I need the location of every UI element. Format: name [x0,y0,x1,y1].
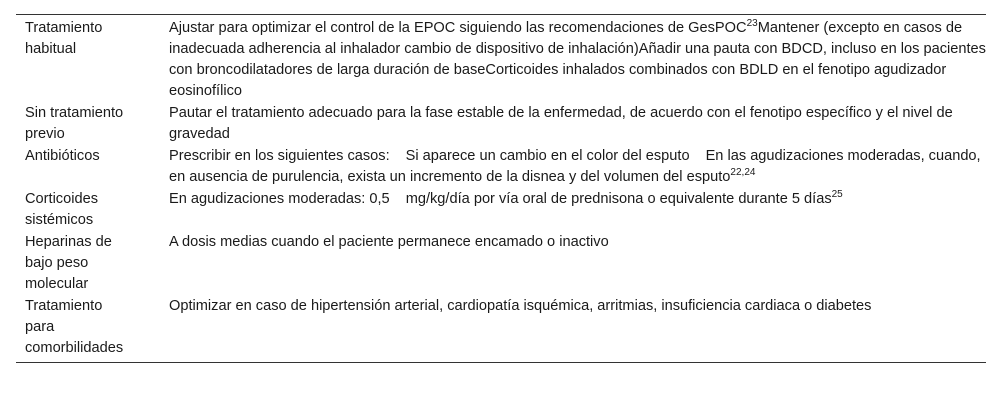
table-row [16,189,986,231]
table-row [16,146,986,188]
row-description [169,146,986,188]
row-text: Si aparece un cambio en el color del esputo [405,148,690,164]
row-text: Optimizar en caso de hipertensión arterial, cardiopatía isquémica, arritmias, insuficiencia cardiaca o diabetes [169,298,872,314]
row-text: Prescribir en los siguientes casos: [169,148,390,164]
row-label-line: Tratamiento [25,298,103,314]
table-row [16,296,986,359]
table-row [16,103,986,145]
reference-superscript: 23 [746,18,758,29]
row-text: En las agudizaciones moderadas, cuando, en ausencia de purulencia, exista un incremento de la disnea y del volumen del esputo [169,148,981,185]
table-row [16,232,986,295]
row-label-line: previo [25,126,65,142]
row-text: Mantener (excepto en casos de inadecuada adherencia al inhalador cambio de dispositivo de inhalación)Añadir una pauta con BDCD, incluso en los pacientes con broncodilatadores de larga duración de baseCorticoides inhalados combinados con BDLD en el fenotipo agudizador eosinofílico [169,20,986,99]
row-text: mg/kg/día por vía oral de prednisona o equivalente durante 5 días [405,191,832,207]
row-label [16,146,169,167]
row-text: Pautar el tratamiento adecuado para la fase estable de la enfermedad, de acuerdo con el fenotipo específico y el nivel de gravedad [169,105,953,142]
row-label-line: sistémicos [25,212,94,228]
row-label [16,103,169,145]
row-text: Ajustar para optimizar el control de la EPOC siguiendo las recomendaciones de GesPOC [169,20,747,36]
row-label-line: Corticoides [25,191,98,207]
row-label-line: Heparinas de [25,234,112,250]
row-description [169,189,986,210]
row-label-line: bajo peso [25,255,89,271]
table-row [16,18,986,102]
row-label [16,232,169,295]
row-label-line: para [25,319,55,335]
row-label-line: Sin tratamiento [25,105,124,121]
row-text: A dosis medias cuando el paciente permanece encamado o inactivo [169,234,609,250]
row-label-line: comorbilidades [25,340,124,356]
row-description [169,18,986,102]
row-description [169,103,986,145]
reference-superscript: 25 [831,189,843,200]
row-label-line: Antibióticos [25,148,100,164]
row-description [169,296,986,317]
reference-superscript: 22,24 [730,167,756,178]
row-text: En agudizaciones moderadas: 0,5 [169,191,390,207]
row-label-line: Tratamiento [25,20,103,36]
row-label [16,18,169,60]
treatment-table [16,14,986,363]
row-label [16,189,169,231]
row-label-line: molecular [25,276,89,292]
row-label-line: habitual [25,41,77,57]
row-label [16,296,169,359]
row-description [169,232,986,253]
